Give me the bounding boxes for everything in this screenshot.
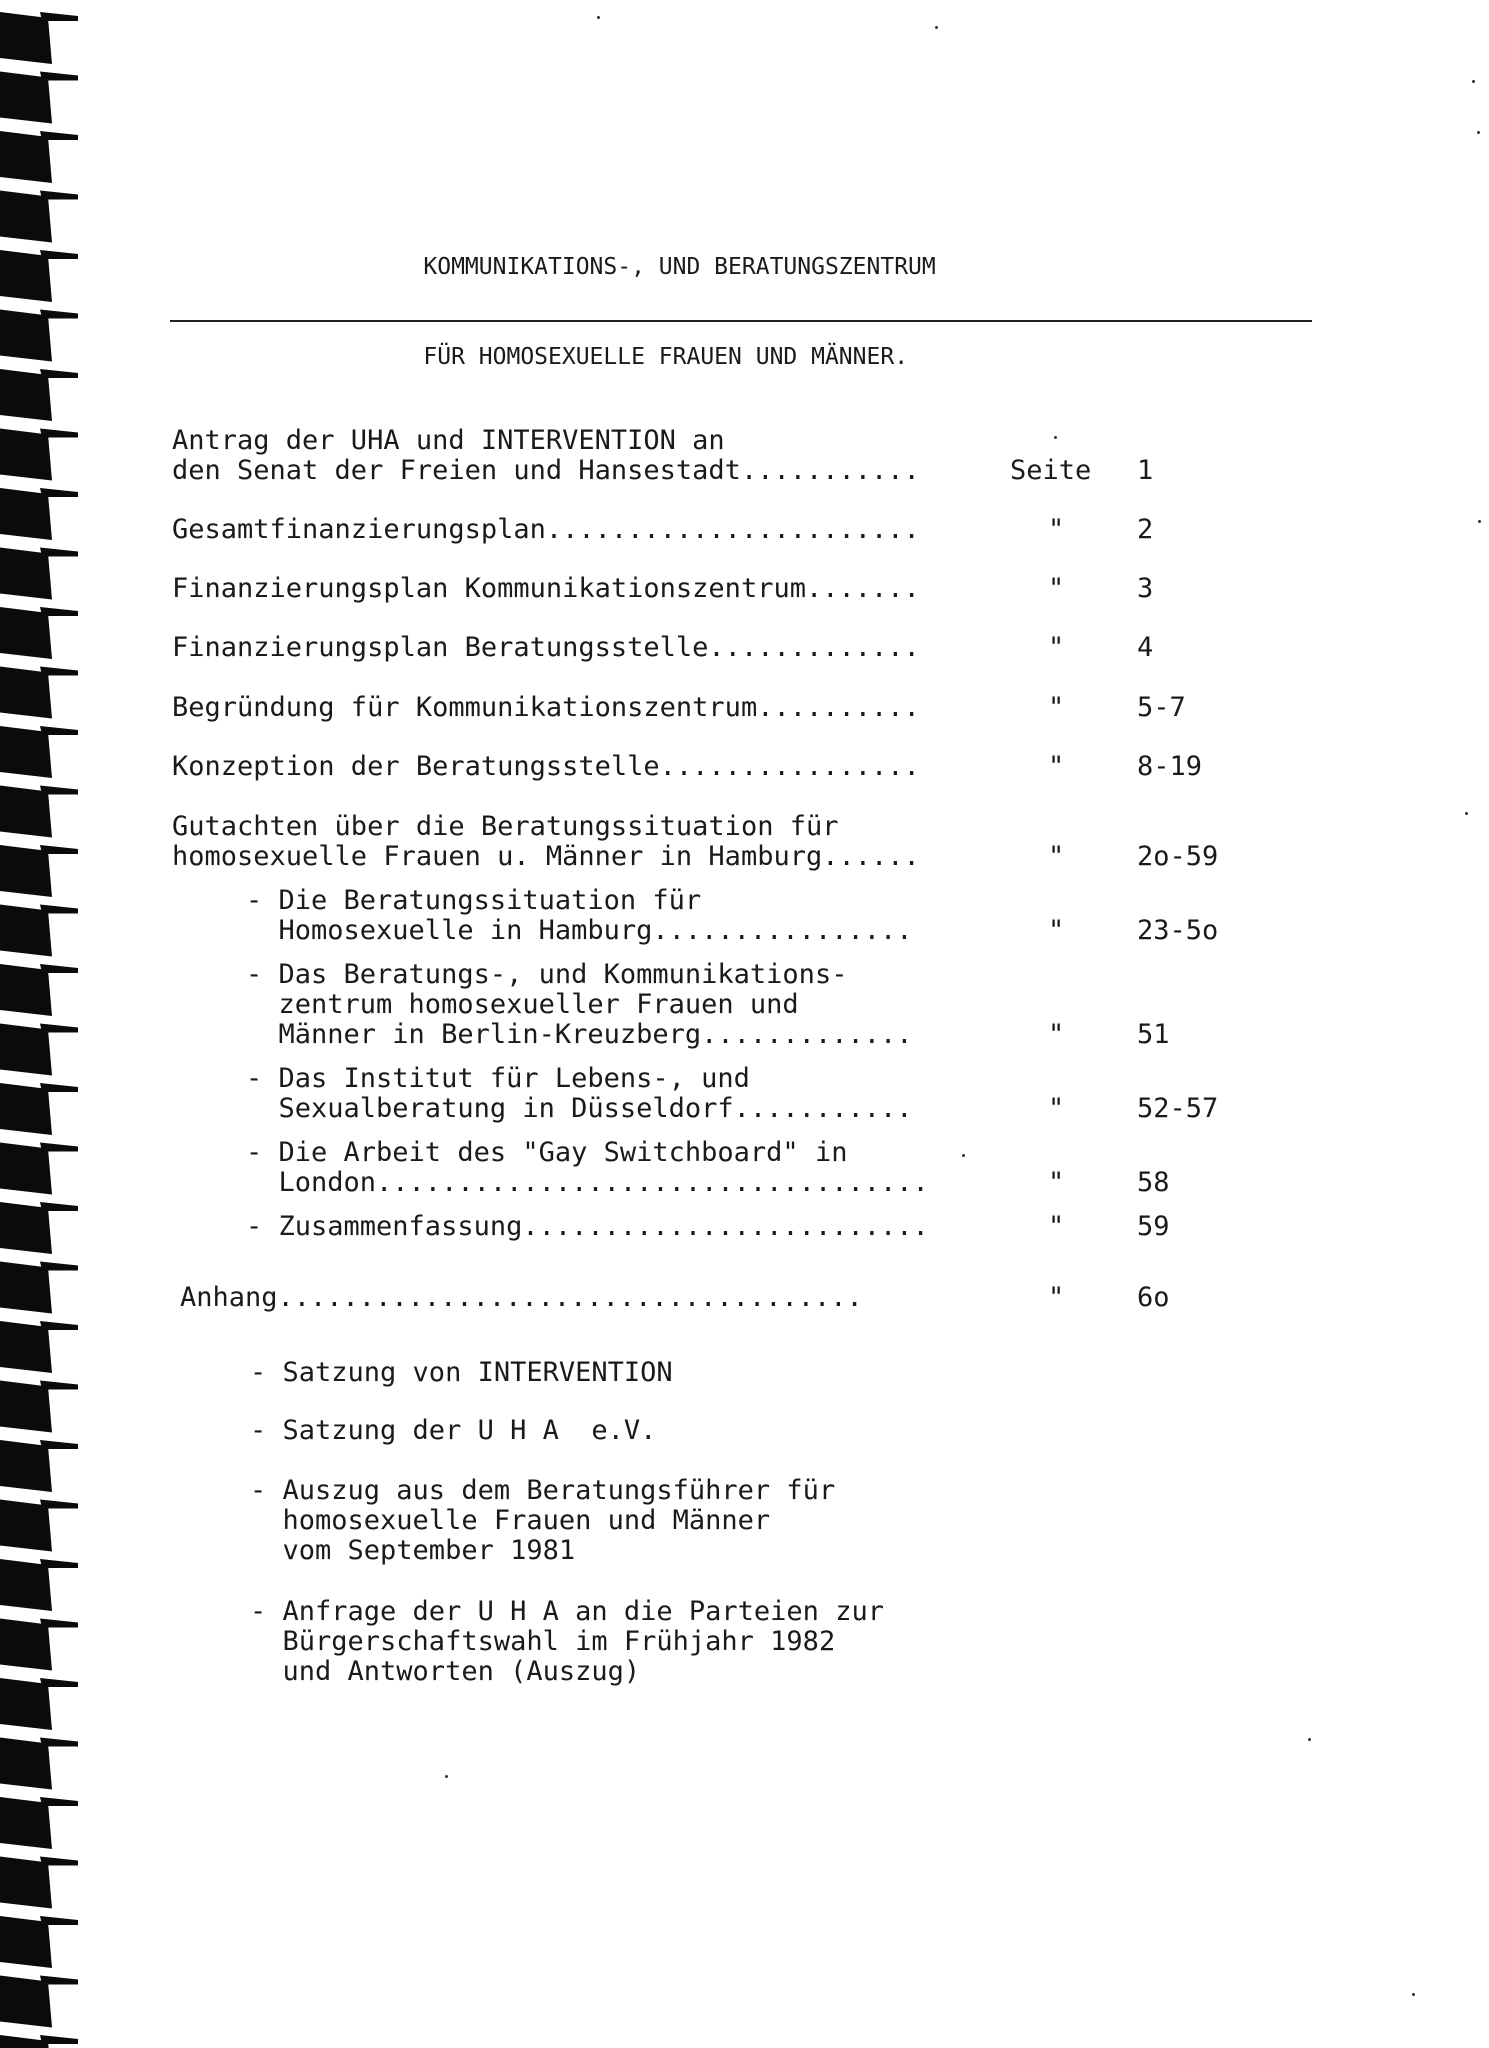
toc-entry-text: den Senat der Freien und Hansestadt........... [172,455,920,486]
ditto-mark: " [1048,1211,1065,1242]
toc-entry [172,426,920,486]
appendix-item-text: - Satzung der U H A e.V. [250,1415,657,1446]
toc-page-number: 58 [1137,1167,1170,1198]
binding-tooth [0,72,78,124]
toc-page-number: 1 [1137,455,1154,486]
binding-tooth [0,548,78,600]
binding-tooth [0,607,78,659]
scan-speck [962,1154,965,1157]
toc-page-number: 6o [1137,1282,1170,1313]
binding-tooth [0,12,78,64]
toc-entry-text: Sexualberatung in Düsseldorf........... [246,1093,913,1124]
header-line-1: KOMMUNIKATIONS-, UND BERATUNGSZENTRUM [423,254,936,280]
scan-speck [1465,812,1468,815]
binding-tooth [0,1262,78,1314]
binding-tooth [0,905,78,957]
binding-tooth [0,191,78,243]
toc-entry [172,515,920,545]
document-header [368,222,936,402]
ditto-mark: " [1048,692,1065,723]
binding-tooth [0,1678,78,1730]
binding-tooth [0,1381,78,1433]
binding-tooth [0,845,78,897]
toc-entry [246,1212,929,1242]
seite-label: Seite [1010,455,1092,486]
binding-tooth [0,1500,78,1552]
binding-tooth [0,488,78,540]
appendix-item-text: - Satzung von INTERVENTION [250,1357,673,1388]
toc-entry [246,1138,929,1198]
scan-speck [1054,436,1057,439]
binding-tooth [0,1024,78,1076]
appendix-item [250,1416,656,1446]
appendix-item-text: und Antworten (Auszug) [250,1656,641,1687]
binding-tooth [0,1619,78,1671]
binding-tooth [0,1202,78,1254]
toc-page-number: 8-19 [1137,751,1203,782]
binding-tooth [0,131,78,183]
ditto-mark: " [1048,632,1065,663]
toc-entry-text: - Die Beratungssituation für [246,885,702,916]
toc-entry-text: Anhang.................................... [180,1282,863,1313]
scan-speck [1308,1738,1311,1741]
binding-tooth [0,250,78,302]
binding-tooth [0,1083,78,1135]
binding-tooth [0,1797,78,1849]
toc-entry-text: Antrag der UHA und INTERVENTION an [172,425,725,456]
binding-tooth [0,2035,78,2048]
toc-entry [172,633,920,663]
toc-page-number: 59 [1137,1211,1170,1242]
scan-speck [1477,131,1480,134]
toc-entry-text: Männer in Berlin-Kreuzberg............. [246,1019,913,1050]
toc-entry-text: - Zusammenfassung......................... [246,1211,929,1242]
appendix-item-text: homosexuelle Frauen und Männer [250,1505,771,1536]
toc-entry-text: - Das Beratungs-, und Kommunikations- [246,959,848,990]
ditto-mark: " [1048,573,1065,604]
toc-entry-text: Finanzierungsplan Kommunikationszentrum....... [172,573,920,604]
ditto-mark: " [1048,751,1065,782]
binding-tooth [0,1738,78,1790]
toc-entry-text: homosexuelle Frauen u. Männer in Hamburg...... [172,841,920,872]
toc-entry-text: Begründung für Kommunikationszentrum.......... [172,692,920,723]
scan-speck [1472,80,1475,83]
toc-entry [172,693,920,723]
toc-page-number: 23-5o [1137,915,1219,946]
binding-tooth [0,786,78,838]
binding-tooth [0,369,78,421]
binding-tooth [0,1559,78,1611]
ditto-mark: " [1048,1282,1065,1313]
binding-tooth [0,1440,78,1492]
binding-tooth [0,1321,78,1373]
binding-tooth [0,964,78,1016]
toc-entry [172,812,920,872]
binding-tooth [0,1857,78,1909]
binding-tooth [0,429,78,481]
toc-entry-text: zentrum homosexueller Frauen und [246,989,799,1020]
toc-entry [246,960,912,1050]
ditto-mark: " [1048,915,1065,946]
spiral-binding [0,0,90,2048]
toc-entry-text: - Die Arbeit des "Gay Switchboard" in [246,1137,848,1168]
toc-page-number: 2o-59 [1137,841,1219,872]
appendix-item-text: - Anfrage der U H A an die Parteien zur [250,1596,884,1627]
appendix-item [250,1476,835,1566]
binding-tooth [0,1143,78,1195]
toc-entry-text: Konzeption der Beratungsstelle................ [172,751,920,782]
toc-page-number: 4 [1137,632,1154,663]
ditto-mark: " [1048,1093,1065,1124]
toc-page-number: 5-7 [1137,692,1186,723]
ditto-mark: " [1048,514,1065,545]
toc-entry-text: Finanzierungsplan Beratungsstelle............. [172,632,920,663]
scan-speck [935,26,938,29]
toc-entry-text: London.................................. [246,1167,929,1198]
toc-entry-text: Gesamtfinanzierungsplan....................... [172,514,920,545]
toc-entry [172,752,920,782]
toc-entry [180,1283,863,1313]
toc-entry-text: - Das Institut für Lebens-, und [246,1063,750,1094]
binding-tooth [0,1976,78,2028]
toc-page-number: 3 [1137,573,1154,604]
appendix-item-text: vom September 1981 [250,1535,576,1566]
ditto-mark: " [1048,1167,1065,1198]
toc-entry [246,1064,912,1124]
toc-page-number: 51 [1137,1019,1170,1050]
scan-speck [1478,520,1481,523]
toc-entry-text: Gutachten über die Beratungssituation für [172,811,839,842]
ditto-mark: " [1048,1019,1065,1050]
scan-speck [597,16,600,19]
toc-page-number: 52-57 [1137,1093,1219,1124]
binding-tooth [0,667,78,719]
appendix-item [250,1597,884,1687]
toc-entry-text: Homosexuelle in Hamburg................ [246,915,913,946]
appendix-item-text: - Auszug aus dem Beratungsführer für [250,1475,836,1506]
ditto-mark: " [1048,841,1065,872]
appendix-item-text: Bürgerschaftswahl im Frühjahr 1982 [250,1626,836,1657]
header-divider [170,320,1312,322]
scan-speck [445,1775,448,1778]
appendix-item [250,1358,673,1388]
header-line-2: FÜR HOMOSEXUELLE FRAUEN UND MÄNNER. [423,344,909,370]
toc-page-number: 2 [1137,514,1154,545]
binding-tooth [0,310,78,362]
binding-tooth [0,1916,78,1968]
binding-tooth [0,726,78,778]
toc-entry [246,886,912,946]
toc-entry [172,574,920,604]
scan-speck [1412,1993,1415,1996]
